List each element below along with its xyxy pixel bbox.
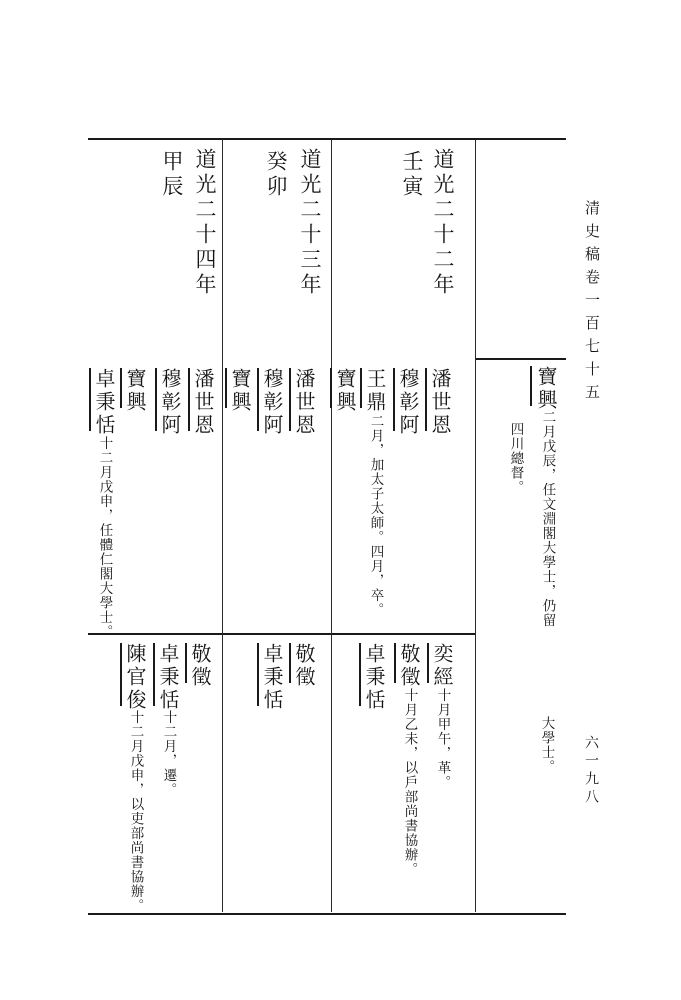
- book-title: 清史稿卷一百七十五: [583, 200, 601, 407]
- name-mark: [359, 643, 361, 706]
- assistant-secretary-name: 敬徵: [188, 643, 212, 689]
- name-mark: [393, 368, 395, 431]
- name-mark: [153, 643, 155, 706]
- name-mark: [185, 643, 187, 683]
- year-ganzhi: 壬寅: [400, 150, 424, 200]
- assistant-secretary-note: 十月乙未，以戶部尚書協辦。: [401, 688, 418, 877]
- assistant-secretary-note: 十二月戊申，以吏部尚書協辦。: [127, 710, 144, 913]
- name-mark: [89, 368, 91, 431]
- name-mark: [425, 368, 427, 431]
- column-divider: [222, 140, 223, 912]
- name-mark: [530, 366, 532, 406]
- grand-secretary-name: 穆彰阿: [158, 368, 182, 437]
- grand-secretary-name: 卓秉恬: [92, 368, 116, 437]
- year-heading: 道光二十四年: [193, 148, 217, 298]
- name-mark: [120, 368, 122, 408]
- grand-secretary-name: 潘世恩: [292, 368, 316, 437]
- grand-secretary-name: 潘世恩: [191, 368, 215, 437]
- carryover-rule: [475, 358, 566, 360]
- grand-secretary-note: 二月，加太子太師。四月，卒。: [367, 414, 384, 617]
- year-heading: 道光二十三年: [298, 148, 322, 298]
- grand-secretary-name: 穆彰阿: [396, 368, 420, 437]
- grand-secretary-name: 潘世恩: [428, 368, 452, 437]
- name-mark: [155, 368, 157, 431]
- table-top-rule: [88, 138, 566, 140]
- assistant-secretary-name: 奕經: [430, 643, 454, 689]
- grand-secretary-name: 寶興: [123, 368, 147, 414]
- grand-secretary-name: 王鼎: [363, 368, 387, 414]
- name-mark: [360, 368, 362, 408]
- name-mark: [257, 643, 259, 706]
- column-divider: [475, 140, 476, 912]
- assistant-secretary-name: 敬徵: [292, 643, 316, 689]
- page-number: 六一九八: [583, 735, 599, 807]
- table-bottom-rule: [88, 913, 566, 915]
- grand-secretary-note: 十二月戊申，任體仁閣大學士。: [96, 436, 113, 639]
- assistant-secretary-note: 十二月，遷。: [160, 710, 177, 797]
- name-mark: [289, 643, 291, 683]
- grand-secretary-name: 寶興: [228, 368, 252, 414]
- year-ganzhi: 癸卯: [264, 150, 288, 200]
- name-mark: [257, 368, 259, 431]
- grand-secretary-name: 寶興: [333, 368, 357, 414]
- carryover-note: 二月戊辰，任文淵閣大學士，仍留: [539, 410, 556, 628]
- assistant-secretary-name: 卓秉恬: [260, 643, 284, 712]
- name-mark: [188, 368, 190, 431]
- carryover-note: 大學士。: [538, 716, 555, 774]
- name-mark: [120, 643, 122, 706]
- carryover-note: 四川總督。: [507, 422, 524, 495]
- assistant-secretary-name: 敬徵: [397, 643, 421, 689]
- assistant-secretary-name: 卓秉恬: [362, 643, 386, 712]
- grand-secretary-name: 穆彰阿: [260, 368, 284, 437]
- assistant-secretary-name: 卓秉恬: [156, 643, 180, 712]
- name-mark: [394, 643, 396, 683]
- column-divider: [331, 140, 332, 912]
- year-ganzhi: 甲辰: [160, 150, 184, 200]
- name-mark: [427, 643, 429, 683]
- name-mark: [225, 368, 227, 408]
- assistant-secretary-name: 陳官俊: [123, 643, 147, 712]
- name-mark: [289, 368, 291, 431]
- year-heading: 道光二十二年: [431, 148, 455, 298]
- assistant-secretary-note: 十月甲午，革。: [434, 688, 451, 790]
- section-divider-rule: [88, 633, 475, 635]
- name-mark: [330, 368, 332, 408]
- carryover-name: 寶興: [534, 366, 558, 412]
